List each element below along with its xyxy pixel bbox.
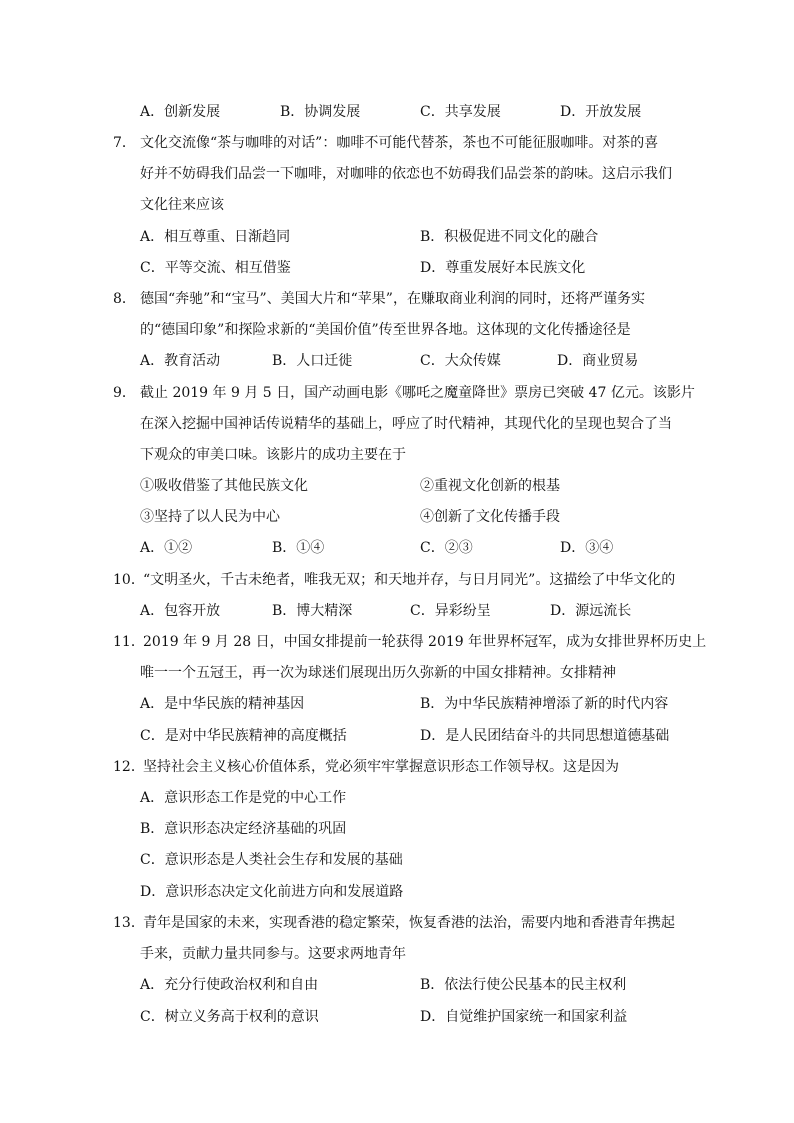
option-a: A．充分行使政治权利和自由 [140,977,319,993]
option-b: B．①④ [272,540,325,556]
option-d: D．③④ [560,540,614,556]
question-number: 8． [113,291,136,307]
option-d: D．源远流长 [550,603,632,619]
question-text: 坚持社会主义核心价值体系，党必须牢牢掌握意识形态工作领导权。这是因为 [143,759,619,775]
option-c: C．是对中华民族精神的高度概括 [140,728,347,744]
question-text: 在深入挖掘中国神话传说精华的基础上，呼应了时代精神，其现代化的呈现也契合了当 [140,416,672,432]
question-text: 截止 2019 年 9 月 5 日，国产动画电影《哪吒之魔童降世》票房已突破 47 亿元。该影片 [140,385,695,401]
option-b: B．意识形态决定经济基础的巩固 [140,821,347,837]
option-b: B．人口迁徙 [272,353,353,369]
question-text: 文化交流像“茶与咖啡的对话”：咖啡不可能代替茶，茶也不可能征服咖啡。对茶的喜 [140,135,659,151]
question-text: 文化往来应该 [140,197,224,213]
option-b: B．积极促进不同文化的融合 [420,229,599,245]
statement-1: ①吸收借鉴了其他民族文化 [140,478,308,494]
question-number: 11． [113,634,145,650]
question-text: 唯一一个五冠王，再一次为球迷们展现出历久弥新的中国女排精神。女排精神 [140,665,616,681]
statement-2: ②重视文化创新的根基 [420,478,560,494]
question-number: 12． [113,759,145,775]
question-text: 的“德国印象”和探险求新的“美国价值”传至世界各地。这体现的文化传播途径是 [140,322,631,338]
option-c: C．平等交流、相互借鉴 [140,260,291,276]
option-a: A．①② [140,540,193,556]
question-number: 13． [113,915,145,931]
option-b: B．协调发展 [280,104,361,120]
option-b: B．依法行使公民基本的民主权利 [420,977,627,993]
question-text: 德国“奔驰”和“宝马”、美国大片和“苹果”，在赚取商业利润的同时，还将严谨务实 [140,291,645,307]
option-a: A．是中华民族的精神基因 [140,696,305,712]
option-b: B．博大精深 [272,603,353,619]
option-c: C．②③ [420,540,473,556]
option-d: D．开放发展 [560,104,642,120]
question-number: 7． [113,135,136,151]
question-number: 9． [113,385,136,401]
option-d: D．意识形态决定文化前进方向和发展道路 [140,884,404,900]
option-d: D．自觉维护国家统一和国家利益 [420,1009,628,1025]
option-a: A．相互尊重、日渐趋同 [140,229,291,245]
option-a: A．创新发展 [140,104,221,120]
option-b: B．为中华民族精神增添了新的时代内容 [420,696,669,712]
statement-4: ④创新了文化传播手段 [420,509,560,525]
option-c: C．树立义务高于权利的意识 [140,1009,319,1025]
option-a: A．意识形态工作是党的中心工作 [140,790,347,806]
question-text: 好并不妨碍我们品尝一下咖啡，对咖啡的依恋也不妨碍我们品尝茶的韵味。这启示我们 [140,166,672,182]
question-text: “文明圣火，千古未绝者，唯我无双；和天地并存，与日月同光”。这描绘了中华文化的 [143,572,676,588]
question-text: 青年是国家的未来，实现香港的稳定繁荣，恢复香港的法治，需要内地和香港青年携起 [143,915,675,931]
option-c: C．大众传媒 [420,353,501,369]
question-number: 10． [113,572,145,588]
option-d: D．尊重发展好本民族文化 [420,260,586,276]
option-c: C．共享发展 [420,104,501,120]
option-d: D．商业贸易 [557,353,639,369]
option-d: D．是人民团结奋斗的共同思想道德基础 [420,728,670,744]
option-a: A．包容开放 [140,603,221,619]
statement-3: ③坚持了以人民为中心 [140,509,280,525]
option-c: C．异彩纷呈 [410,603,491,619]
option-a: A．教育活动 [140,353,221,369]
question-text: 下观众的审美口味。该影片的成功主要在于 [140,447,406,463]
question-text: 2019 年 9 月 28 日，中国女排提前一轮获得 2019 年世界杯冠军，成为女排世界杯历史上 [143,634,707,650]
question-text: 手来，贡献力量共同参与。这要求两地青年 [140,946,406,962]
option-c: C．意识形态是人类社会生存和发展的基础 [140,852,403,868]
